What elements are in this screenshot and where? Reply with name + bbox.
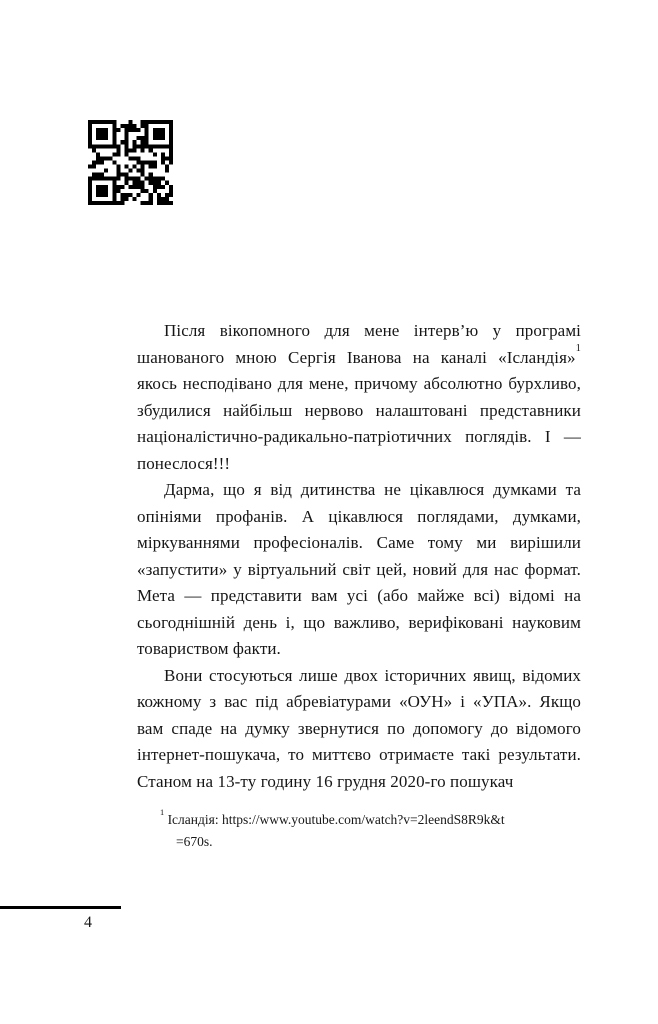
footnote-text-continuation: =670s.: [176, 834, 213, 849]
paragraph-3: Вони стосуються лише двох історичних явищ, відомих кожному з вас під абревіатурами «ОУН» і «УПА». Якщо вам спаде на думку звернутися по допомогу до відомого інтернет-пошукача, то миттєво отримаєте такі результати. Станом на 13-ту годину 16 грудня 2020-го пошукач: [137, 665, 581, 791]
footnote-text: Ісландія: https://www.youtube.com/watch?v=2leendS8R9k&t: [167, 812, 505, 827]
footer-rule: [0, 906, 121, 909]
paragraph-1: [137, 318, 581, 477]
paragraph-2: Дарма, що я від дитинства не цікавлюся думками та опініями профанів. А цікавлюся поглядами, думками, міркуваннями професіоналів. Саме тому ми вирішили «запустити» у віртуальний світ цей, новий для нас формат. Мета — представити вам усі (або майже всі) відомі на сьогоднішній день і, що важливо, верифіковані науковим товариством факти.: [137, 480, 581, 658]
footnote-marker: 1: [160, 807, 165, 817]
page-number: 4: [84, 914, 92, 931]
footnote-reference-1: 1: [575, 343, 581, 355]
footnote: [137, 809, 581, 853]
qr-code: [88, 120, 173, 205]
paragraph-1-continuation: якось несподівано для мене, причому абсолютно бурхливо, збудилися найбільш нервово налаштовані представники націоналістично-радикально-патріотичних поглядів. І — понеслося!!!: [137, 374, 581, 473]
paragraph-1-text: Після вікопомного для мене інтерв’ю у програмі шанованого мною Сергія Іванова на каналі «Ісландія»: [137, 321, 581, 367]
text-block: [137, 318, 581, 853]
